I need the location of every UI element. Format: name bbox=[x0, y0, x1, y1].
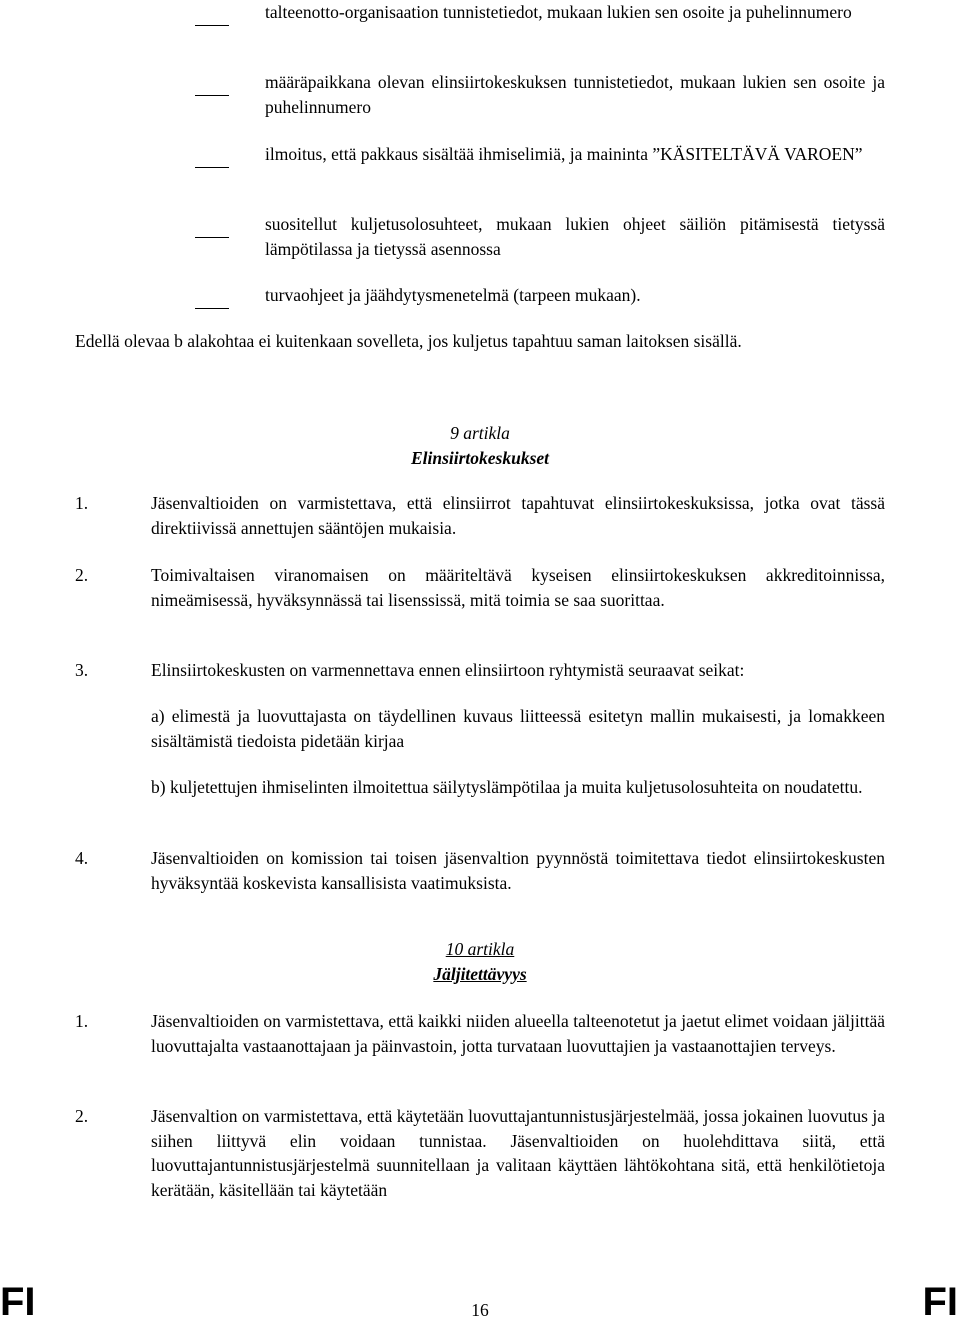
article-10-number: 10 artikla bbox=[445, 939, 515, 959]
article-9-number: 9 artikla bbox=[450, 423, 510, 443]
article-9-sub-item: b) kuljetettujen ihmiselinten ilmoitettua säilytyslämpötilaa ja muita kuljetusolosuhteita on noudatettu. bbox=[151, 777, 863, 797]
article-10-title: Jäljitettävyys bbox=[433, 963, 527, 984]
footer-language-mark-right: FI bbox=[922, 1280, 958, 1324]
dash-marker bbox=[195, 154, 233, 179]
article-10-heading bbox=[0, 937, 960, 986]
paragraph-b-exception: Edellä olevaa b alakohtaa ei kuitenkaan sovelleta, jos kuljetus tapahtuu saman laitoksen sisällä. bbox=[75, 331, 742, 351]
item-number: 2. bbox=[75, 565, 89, 585]
dash-item-text: turvaohjeet ja jäähdytysmenetelmä (tarpeen mukaan). bbox=[265, 285, 641, 305]
dash-item-text: määräpaikkana olevan elinsiirtokeskuksen tunnistetiedot, mukaan lukien sen osoite ja puhelinnumero bbox=[265, 72, 885, 117]
item-text: Jäsenvaltioiden on varmistettava, että elinsiirrot tapahtuvat elinsiirtokeskuksissa, jotka ovat tässä direktiivissä annettujen sääntöjen mukaisia. bbox=[151, 493, 885, 538]
dash-marker bbox=[195, 295, 233, 320]
item-number: 3. bbox=[75, 660, 89, 680]
dash-marker bbox=[195, 82, 233, 107]
item-text: Jäsenvaltion on varmistettava, että käytetään luovuttajantunnistusjärjestelmää, jossa jokainen luovutus ja siihen liittyvä elin voidaan tunnistaa. Jäsenvaltioiden on huolehdittava siitä, että luovuttajantunnistusjärjestelmä suunnitellaan ja valitaan käyttäen lähtökohtana sitä, että henkilötietoja kerätään, käsitellään tai käytetään bbox=[151, 1106, 885, 1200]
dash-item-text: suositellut kuljetusolosuhteet, mukaan lukien ohjeet säiliön pitämisestä tietyssä lämpötilassa ja tietyssä asennossa bbox=[265, 214, 885, 259]
article-9-title: Elinsiirtokeskukset bbox=[410, 447, 550, 468]
item-text: Jäsenvaltioiden on varmistettava, että kaikki niiden alueella talteenotetut ja jaetut elimet voidaan jäljittää luovuttajalta vastaanottajaan ja päinvastoin, jotta turvataan luovuttajien ja vastaanottajien terveys. bbox=[151, 1011, 885, 1056]
item-text: Jäsenvaltioiden on komission tai toisen jäsenvaltion pyynnöstä toimitettava tiedot elinsiirtokeskusten hyväksyntää koskevista kansallisista vaatimuksista. bbox=[151, 848, 885, 893]
item-text: Toimivaltaisen viranomaisen on määriteltävä kyseisen elinsiirtokeskuksen akkreditoinnissa, nimeämisessä, hyväksynnässä tai lisenssissä, mitä toimia se saa suorittaa. bbox=[151, 565, 885, 610]
article-9-sub-item: a) elimestä ja luovuttajasta on täydellinen kuvaus liitteessä esitetyn mallin mukaisesti, ja lomakkeen sisältämistä tiedoista pidetään kirjaa bbox=[151, 706, 885, 751]
dash-item-text: ilmoitus, että pakkaus sisältää ihmiselimiä, ja maininta ”KÄSITELTÄVÄ VAROEN” bbox=[265, 144, 863, 164]
item-number: 1. bbox=[75, 1011, 89, 1031]
item-number: 2. bbox=[75, 1106, 89, 1126]
dash-marker bbox=[195, 224, 233, 249]
article-9-heading bbox=[0, 421, 960, 470]
item-text: Elinsiirtokeskusten on varmennettava ennen elinsiirtoon ryhtymistä seuraavat seikat: bbox=[151, 660, 745, 680]
footer-language-mark-left: FI bbox=[0, 1280, 36, 1324]
item-number: 1. bbox=[75, 493, 89, 513]
dash-item-text: talteenotto-organisaation tunnistetiedot, mukaan lukien sen osoite ja puhelinnumero bbox=[265, 2, 852, 22]
dash-marker bbox=[195, 12, 233, 37]
item-number: 4. bbox=[75, 848, 89, 868]
page-number: 16 bbox=[471, 1300, 489, 1320]
